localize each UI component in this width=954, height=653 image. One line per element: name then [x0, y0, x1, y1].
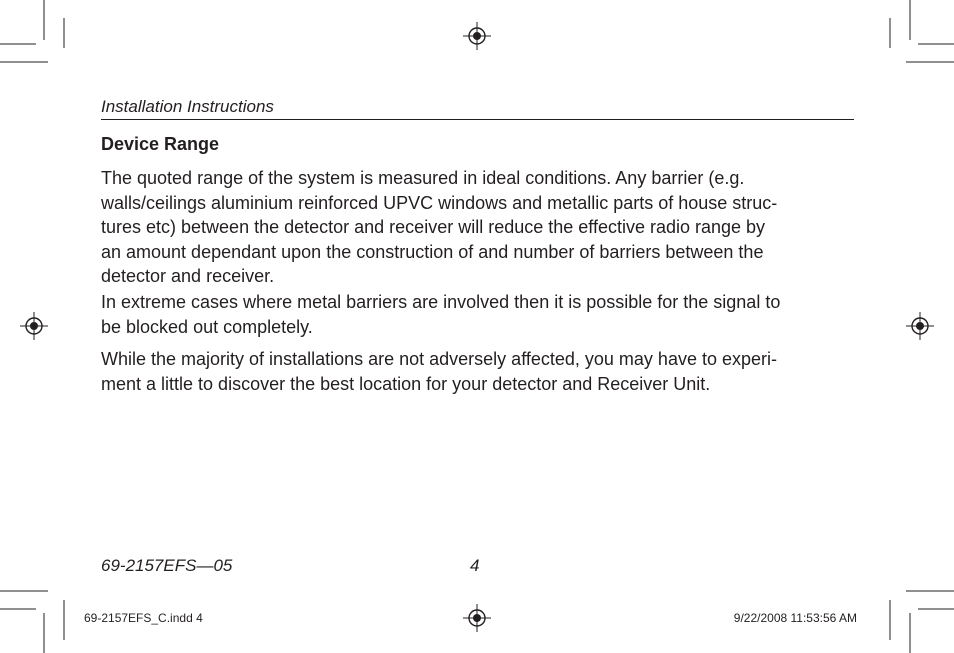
page-number: 4: [470, 556, 480, 575]
paragraph-2: [101, 290, 861, 339]
registration-mark-bottom: [463, 604, 491, 632]
paragraph-line: an amount dependant upon the construction of and number of barriers between the: [101, 241, 764, 262]
paragraph-line: ment a little to discover the best location for your detector and Receiver Unit.: [101, 373, 711, 394]
paragraph-3: [101, 347, 861, 396]
paragraph-line: detector and receiver.: [101, 266, 275, 286]
paragraph-line: walls/ceilings aluminium reinforced UPVC windows and metallic parts of house struc-: [101, 192, 778, 213]
section-heading: Device Range: [101, 134, 220, 154]
paragraph-line: The quoted range of the system is measured in ideal conditions. Any barrier (e.g.: [101, 168, 745, 188]
paragraph-line: tures etc) between the detector and receiver will reduce the effective radio range by: [101, 217, 766, 237]
running-header: Installation Instructions: [101, 97, 274, 116]
registration-mark-right: [906, 312, 934, 340]
paragraph-line: While the majority of installations are not adversely affected, you may have to experi-: [101, 349, 778, 369]
header-rule: [101, 119, 854, 120]
slug-timestamp: 9/22/2008 11:53:56 AM: [733, 611, 857, 625]
paragraph-line: In extreme cases where metal barriers are involved then it is possible for the signal to: [101, 292, 781, 312]
slug-filename: 69-2157EFS_C.indd 4: [84, 611, 203, 625]
registration-mark-top: [463, 22, 491, 50]
paragraph-line: be blocked out completely.: [101, 316, 313, 337]
document-code: 69-2157EFS—05: [101, 556, 233, 575]
registration-mark-left: [20, 312, 48, 340]
paragraph-1: [101, 166, 861, 289]
